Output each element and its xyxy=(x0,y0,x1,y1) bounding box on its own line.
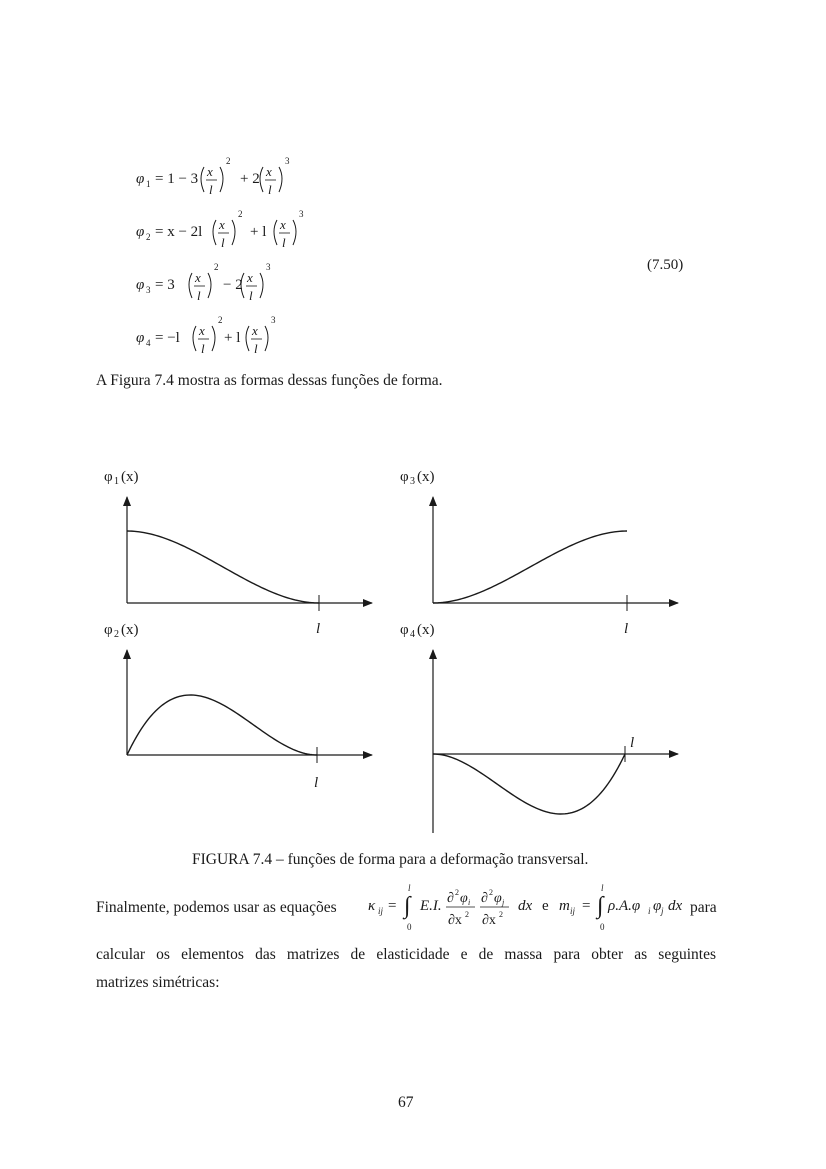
page-number: 67 xyxy=(398,1094,414,1111)
svg-text:+ l: + l xyxy=(250,224,267,240)
svg-text:= x − 2l: = x − 2l xyxy=(155,224,203,240)
svg-text:l: l xyxy=(630,735,635,751)
equation-phi1 xyxy=(136,156,290,197)
svg-text:2: 2 xyxy=(238,209,243,219)
svg-text:ij: ij xyxy=(570,906,576,916)
svg-text:3: 3 xyxy=(266,262,271,272)
frac-den: l xyxy=(209,182,213,197)
svg-text:2: 2 xyxy=(214,262,219,272)
svg-text:0: 0 xyxy=(600,922,605,932)
svg-text:3: 3 xyxy=(410,476,415,487)
para-line2: calcular os elementos das matrizes de elasticidade e de massa para obter as seguintes xyxy=(96,946,716,963)
svg-text:x: x xyxy=(219,217,225,232)
kappa-symbol: κ xyxy=(368,898,376,914)
svg-text:2: 2 xyxy=(114,629,119,640)
svg-text:E.I.: E.I. xyxy=(420,898,442,914)
svg-text:φ: φ xyxy=(653,898,662,914)
svg-text:x: x xyxy=(195,270,201,285)
svg-text:l: l xyxy=(601,883,604,893)
svg-text:l: l xyxy=(221,235,225,250)
frac-num: x xyxy=(207,164,213,179)
svg-text:ij: ij xyxy=(378,906,384,916)
svg-text:x: x xyxy=(252,323,258,338)
equation-phi4 xyxy=(136,315,276,356)
svg-text:l: l xyxy=(201,341,205,356)
equation-number: (7.50) xyxy=(647,257,684,273)
phi3-curve xyxy=(433,531,627,603)
panel-phi2 xyxy=(104,622,372,791)
svg-text:+ l: + l xyxy=(224,330,241,346)
panel-phi3 xyxy=(400,469,678,637)
svg-text:∂: ∂ xyxy=(447,891,454,906)
phi1-rhs-b: + 2 xyxy=(240,171,260,187)
svg-text:ρ.A.φ: ρ.A.φ xyxy=(608,898,641,914)
panel-phi4 xyxy=(400,622,678,833)
svg-text:l: l xyxy=(249,288,253,303)
svg-text:φ: φ xyxy=(104,622,113,638)
svg-text:(x): (x) xyxy=(121,622,139,638)
svg-text:l: l xyxy=(197,288,201,303)
svg-text:i: i xyxy=(468,898,471,907)
svg-text:φ: φ xyxy=(494,891,502,906)
svg-text:φ: φ xyxy=(136,277,145,293)
svg-text:1: 1 xyxy=(114,476,119,487)
svg-text:2: 2 xyxy=(218,315,223,325)
svg-text:3: 3 xyxy=(285,156,290,166)
svg-text:3: 3 xyxy=(146,285,151,295)
exp: 2 xyxy=(226,156,231,166)
phi1-symbol: φ xyxy=(136,171,145,187)
equation-block-7-50 xyxy=(120,150,720,365)
svg-text:− 2: − 2 xyxy=(223,277,243,293)
svg-text:x: x xyxy=(247,270,253,285)
svg-text:3: 3 xyxy=(271,315,276,325)
svg-text:φ: φ xyxy=(136,330,145,346)
figure-caption: FIGURA 7.4 – funções de forma para a deformação transversal. xyxy=(192,851,589,868)
svg-text:4: 4 xyxy=(146,338,151,348)
figure-7-4 xyxy=(90,455,710,845)
svg-text:0: 0 xyxy=(407,922,412,932)
svg-text:l: l xyxy=(268,182,272,197)
svg-text:l: l xyxy=(408,883,411,893)
svg-text:dx: dx xyxy=(668,898,683,914)
svg-text:2: 2 xyxy=(499,910,503,919)
para-line1-end: para xyxy=(690,899,717,916)
svg-text:x: x xyxy=(280,217,286,232)
svg-text:j: j xyxy=(502,898,505,907)
phi1-end-label: l xyxy=(316,621,321,637)
equation-phi2 xyxy=(136,209,304,250)
para-line3: matrizes simétricas: xyxy=(96,974,220,991)
svg-text:∂: ∂ xyxy=(481,891,488,906)
svg-text:x: x xyxy=(199,323,205,338)
svg-text:l: l xyxy=(624,621,629,637)
svg-text:φ: φ xyxy=(460,891,468,906)
intro-sentence: A Figura 7.4 mostra as formas dessas funções de forma. xyxy=(96,372,443,389)
para-line1-start: Finalmente, podemos usar as equações xyxy=(96,899,337,916)
svg-text:3: 3 xyxy=(299,209,304,219)
svg-text:∂x: ∂x xyxy=(448,913,462,928)
svg-text:(x): (x) xyxy=(417,622,435,638)
phi1-curve xyxy=(127,531,319,603)
integral-expressions xyxy=(360,880,690,936)
phi4-curve xyxy=(433,754,625,814)
svg-text:l: l xyxy=(254,341,258,356)
panel-phi1 xyxy=(104,469,372,637)
svg-text:j: j xyxy=(661,906,664,916)
svg-text:= 3: = 3 xyxy=(155,277,175,293)
svg-text:φ: φ xyxy=(400,622,409,638)
svg-text:x: x xyxy=(266,164,272,179)
phi1-label: φ xyxy=(104,469,113,485)
svg-text:= −l: = −l xyxy=(155,330,180,346)
equation-phi3 xyxy=(136,257,683,303)
svg-text:=: = xyxy=(582,898,591,914)
phi2-curve xyxy=(127,695,317,755)
svg-text:∂x: ∂x xyxy=(482,913,496,928)
svg-text:l: l xyxy=(282,235,286,250)
svg-text:φ: φ xyxy=(136,224,145,240)
svg-text:m: m xyxy=(559,898,570,914)
svg-text:(x): (x) xyxy=(417,469,435,485)
svg-text:(x): (x) xyxy=(121,469,139,485)
svg-text:2: 2 xyxy=(489,888,493,897)
phi1-sub: 1 xyxy=(146,179,151,189)
phi1-rhs-a: = 1 − 3 xyxy=(155,171,199,187)
svg-text:2: 2 xyxy=(465,910,469,919)
svg-text:=: = xyxy=(388,898,397,914)
svg-text:2: 2 xyxy=(146,232,151,242)
svg-text:φ: φ xyxy=(400,469,409,485)
integral-sign-1: ∫ xyxy=(404,893,411,919)
integral-sign-2: ∫ xyxy=(597,893,604,919)
svg-text:i: i xyxy=(648,906,651,916)
svg-text:4: 4 xyxy=(410,629,415,640)
svg-text:l: l xyxy=(314,775,319,791)
svg-text:2: 2 xyxy=(455,888,459,897)
svg-text:dx: dx xyxy=(518,898,533,914)
svg-text:e: e xyxy=(542,898,549,914)
